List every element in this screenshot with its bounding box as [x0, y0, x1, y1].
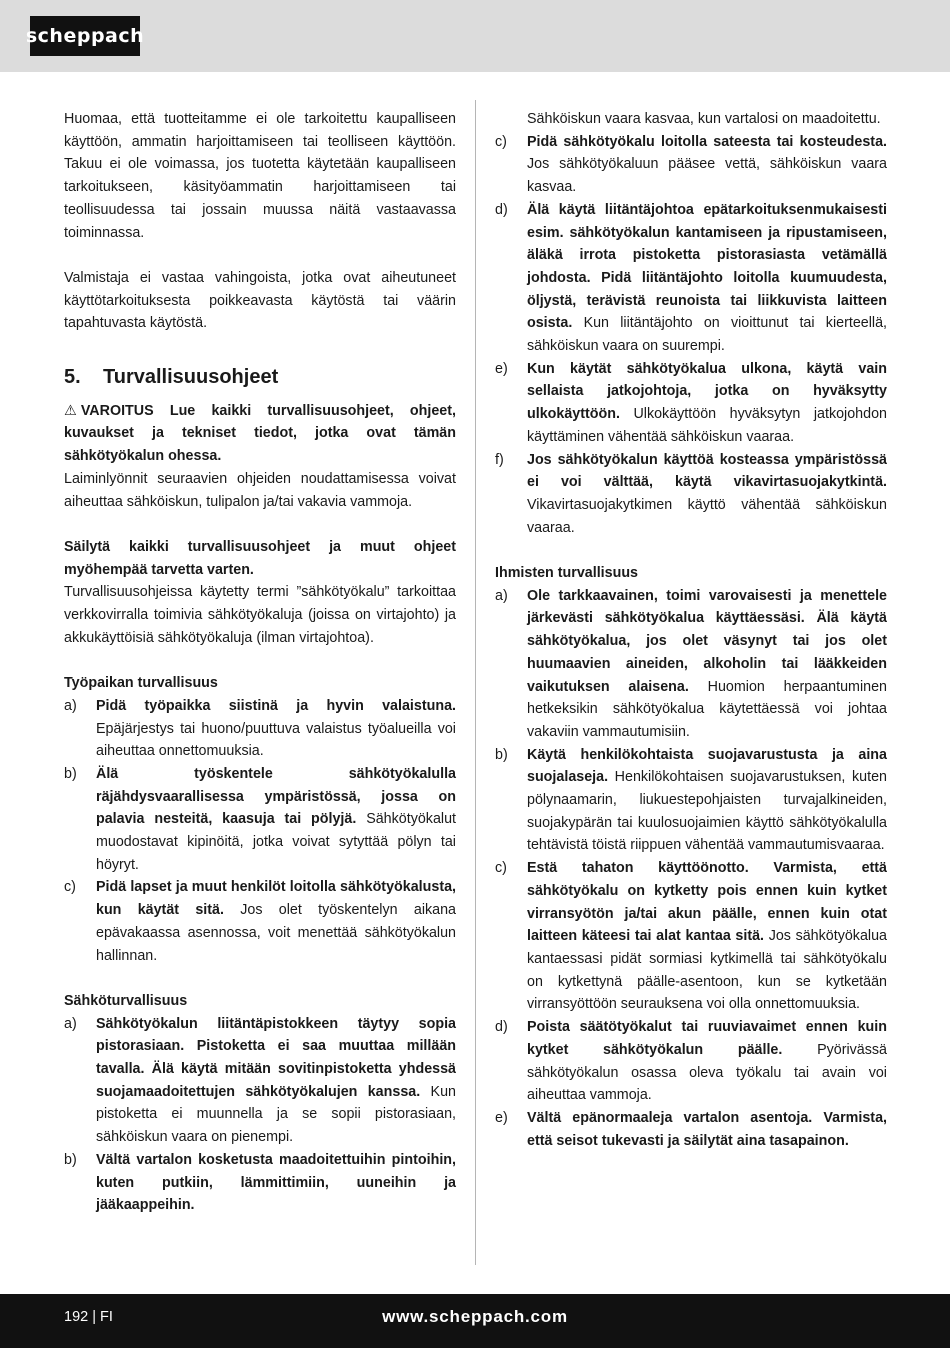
item-bold: Pidä työpaikka siistinä ja hyvin valaistuna.: [96, 697, 456, 714]
keep-instructions-bold: Säilytä kaikki turvallisuusohjeet ja muut ohjeet myöhempää tarvetta varten.: [64, 538, 456, 578]
warning-bold: VAROITUS Lue kaikki turvallisuusohjeet, ohjeet, kuvaukset ja tekniset tiedot, jotka ovat tämän sähkötyökalun ohessa.: [64, 402, 456, 465]
item-text: Jos sähkötyökaluun pääsee vettä, sähköiskun vaara kasvaa.: [527, 156, 887, 196]
item-text: Vikavirtasuojakytkimen käyttö vähentää sähköiskun vaaraa.: [527, 496, 887, 536]
keep-instructions-text: Turvallisuusohjeissa käytetty termi ”sähkötyökalu” tarkoittaa verkkovirralla toimivia sähkötyökaluja (joissa on virtajohto) ja akkukäyttöisiä sähkötyökaluja (ilman virtajohtoa).: [64, 584, 456, 646]
item-label: b): [64, 765, 77, 782]
item-text: Kun liitäntäjohto on vioittunut tai kierteellä, sähköiskun vaara on suurempi.: [527, 315, 887, 355]
website-link[interactable]: www.scheppach.com: [382, 1307, 568, 1326]
left-column: [64, 108, 456, 1217]
item-bold: Vältä epänormaaleja vartalon asentoja. Varmista, että seisot tukevasti ja säilytät aina tasapainon.: [527, 1109, 887, 1149]
item-label: d): [495, 201, 508, 218]
list-item: [64, 1149, 456, 1217]
item-label: b): [495, 746, 508, 763]
item-label: c): [495, 860, 507, 877]
list-item: [495, 131, 887, 199]
list-item: [64, 695, 456, 763]
list-item: [495, 449, 887, 540]
item-label: c): [64, 879, 76, 896]
page-number: 192 | FI: [64, 1309, 113, 1325]
item-bold: Käytä henkilökohtaista suojavarustusta ja aina suojalaseja.: [527, 746, 887, 786]
item-label: f): [495, 451, 504, 468]
scheppach-logo: scheppach: [30, 16, 140, 56]
list-item: [495, 744, 887, 858]
item-text: Sähköiskun vaara kasvaa, kun vartalosi on maadoitettu.: [527, 111, 881, 127]
list-item-continued: [495, 108, 887, 131]
item-text: Henkilökohtaisen suojavarustuksen, kuten pölynaamarin, liukuestepohjaisten turvajalkineiden, suojakypärän tai kuulosuojaimien käyttö sähkötyökalulla tehtävistä töistä riippuen vähentää vammautumisvaaraa.: [527, 769, 887, 854]
item-text: Jos olet työskentelyn aikana epävakaassa asennossa, voit menettää sähkötyökalun hallinnan.: [96, 902, 456, 964]
electrical-safety-title: Sähköturvallisuus: [64, 992, 188, 1009]
work-safety-title: Työpaikan turvallisuus: [64, 675, 218, 692]
list-item: [64, 1013, 456, 1149]
item-label: a): [64, 1015, 77, 1032]
liability-note: Valmistaja ei vastaa vahingoista, jotka ovat aiheutuneet käyttötarkoituksesta poikkeavasta käytöstä tai väärin tapahtuvasta käytöstä.: [64, 269, 456, 332]
list-item: [495, 199, 887, 358]
section-title: Turvallisuusohjeet: [103, 365, 279, 388]
list-item: [495, 1107, 887, 1152]
warning-paragraph: [64, 400, 456, 468]
item-bold: Estä tahaton käyttöönotto. Varmista, että sähkötyökalu on kytketty pois ennen kuin kytket virransyötön ja/tai akun päälle, ennen kuin otat laitteen käteesi tai alat kantaa sitä.: [527, 860, 887, 945]
commercial-use-note: Huomaa, että tuotteitamme ei ole tarkoitettu kaupalliseen käyttöön, ammatin harjoittamiseen tai teolliseen käyttöön. Takuu ei ole voimassa, jos tuotetta käytetään kaupalliseen tarkoitukseen, käsityöammatin harjoittamiseen tai teollisuudessa tai jossain muussa näitä vastaavassa toiminnassa.: [64, 111, 456, 241]
warning-text: Laiminlyönnit seuraavien ohjeiden noudattamisessa voivat aiheuttaa sähköiskun, tulipalon ja/tai vakavia vammoja.: [64, 470, 456, 510]
item-text: Pyörivässä sähkötyökalun osassa oleva työkalu tai avain voi aiheuttaa vammoja.: [527, 1041, 887, 1104]
section-number: 5.: [64, 365, 81, 388]
item-text: Kun pistoketta ei muunnella ja se sopii pistorasiaan, sähköiskun vaara on pienempi.: [96, 1083, 456, 1146]
item-label: e): [495, 360, 508, 377]
item-label: d): [495, 1019, 508, 1036]
item-text: Huomion herpaantuminen hetkeksikin sähkötyökalua käytettäessä voi johtaa vakaviin vammautumisiin.: [527, 678, 887, 740]
item-bold: Ole tarkkaavainen, toimi varovaisesti ja menettele järkevästi sähkötyökalua käyttäessäsi. Älä käytä sähkötyökalua, jos olet väsynyt tai jos olet huumaavien aineiden, alkoholin tai lääkkeiden vaikutuksen alaisena.: [527, 587, 887, 695]
item-bold: Sähkötyökalun liitäntäpistokkeen täytyy sopia pistorasiaan. Pistoketta ei saa muuttaa millään tavalla. Älä käytä mitään sovitinpistoketta yhdessä suojamaadoitettujen sähkötyökalujen kanssa.: [96, 1015, 456, 1100]
item-text: Ulkokäyttöön hyväksytyn jatkojohdon käyttäminen vähentää sähköiskun vaaraa.: [527, 406, 887, 445]
section-heading: [64, 362, 456, 392]
item-bold: Vältä vartalon kosketusta maadoitettuihin pintoihin, kuten putkiin, lämmittimiin, uuneihin ja jääkaappeihin.: [96, 1151, 456, 1214]
item-label: e): [495, 1109, 508, 1126]
list-item: [495, 358, 887, 449]
item-label: a): [495, 587, 508, 604]
personal-safety-title: Ihmisten turvallisuus: [495, 565, 639, 582]
list-item: [64, 763, 456, 877]
list-item: [495, 1016, 887, 1107]
item-bold: Poista säätötyökalut tai ruuviavaimet ennen kuin kytket sähkötyökalun päälle.: [527, 1019, 887, 1058]
column-divider: [475, 100, 476, 1265]
list-item: [495, 857, 887, 1016]
item-bold: Älä käytä liitäntäjohtoa epätarkoituksenmukaisesti esim. sähkötyökalun kantamiseen ja ripustamiseen, äläkä irrota pistoketta pistorasiasta vetämällä johdosta. Pidä liitäntäjohto loitolla kuumuudesta, öljystä, terävistä reunoista tai liikkuvista laitteen osista.: [527, 201, 887, 332]
item-bold: Pidä sähkötyökalu loitolla sateesta tai kosteudesta.: [527, 133, 887, 150]
list-item: [495, 585, 887, 744]
item-text: Sähkötyökalut muodostavat kipinöitä, jotka voivat sytyttää pölyn tai höyryt.: [96, 811, 456, 873]
item-bold: Jos sähkötyökalun käyttöä kosteassa ympäristössä ei voi välttää, käytä vikavirtasuojakytkintä.: [527, 451, 887, 491]
warning-icon: ⚠: [64, 402, 77, 419]
list-item: [64, 876, 456, 967]
item-label: a): [64, 697, 77, 714]
item-label: b): [64, 1151, 77, 1168]
item-label: c): [495, 133, 507, 150]
item-bold: Älä työskentele sähkötyökalulla räjähdysvaarallisessa ympäristössä, jossa on palavia nesteitä, kaasuja tai pölyjä.: [96, 765, 456, 828]
item-bold: Kun käytät sähkötyökalua ulkona, käytä vain sellaista jatkojohtoja, jotka on hyväksytty ulkokäyttöön.: [527, 360, 887, 423]
item-bold: Pidä lapset ja muut henkilöt loitolla sähkötyökalusta, kun käytät sitä.: [96, 879, 456, 919]
item-text: Jos sähkötyökalua kantaessasi pidät sormiasi kytkimellä tai sähkötyökalu on kytkettynä päälle-asentoon, kun se kytketään virransyöttöön seurauksena voi olla onnettomuuksia.: [527, 928, 887, 1013]
item-text: Epäjärjestys tai huono/puuttuva valaistus työalueilla voi aiheuttaa onnettomuuksia.: [96, 720, 456, 760]
right-column: [495, 108, 887, 1152]
